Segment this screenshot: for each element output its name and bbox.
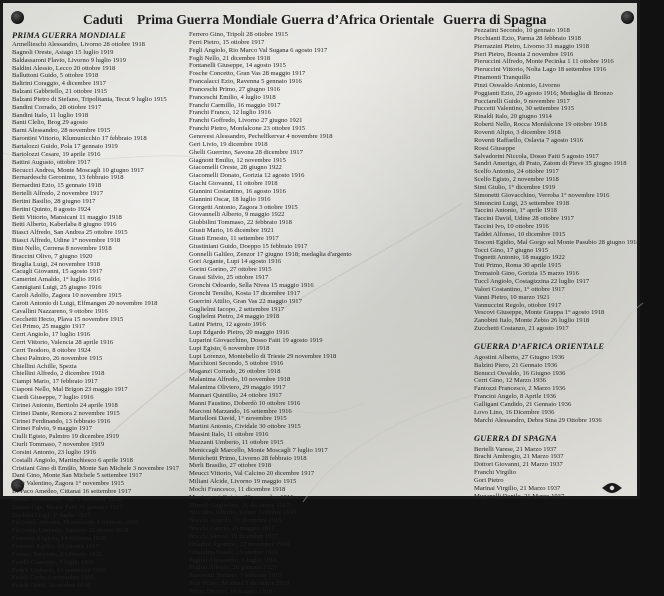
name-entry: Giagnoni Emilio, 12 novembre 1915 xyxy=(189,156,286,164)
name-entry: Lupi Edgardo Pietro, 20 maggio 1916 xyxy=(189,329,289,337)
name-entry: Faccenda Umberto, Jamiano 21 marzo 1918 xyxy=(12,527,129,535)
name-entry: Vanni Pietro, 10 marzo 1921 xyxy=(474,293,550,301)
name-entry: Rossi Giuseppe xyxy=(474,144,516,152)
name-entry: Corsini Antonio, 23 luglio 1916 xyxy=(12,448,97,456)
name-entry: Nocchi Varese, 10 dicembre 1917 xyxy=(189,533,279,540)
name-entry: Taccini Ivo, 10 ottobre 1916 xyxy=(474,223,549,231)
name-entry: Costalli Angiolo, Martinchiesco 6 aprile 1918 xyxy=(12,456,133,464)
name-entry: Franchi Pietro, Monfalcone 23 ottobre 1915 xyxy=(189,125,306,133)
name-entry: Balzani Pietro di Stefano, Tripolitania, Tecut 9 luglio 1915 xyxy=(12,95,167,103)
name-entry: Meucci Vittorio, Val Calcino 20 dicembre 1917 xyxy=(189,470,315,478)
name-entry: Bini Nello, Cerrena 8 novembre 1918 xyxy=(12,244,112,252)
name-entry: Pierrazzini Pietro, Livorno 31 maggio 1918 xyxy=(474,42,590,50)
name-entry: Fosche Concetto, Gran Vas 28 maggio 1917 xyxy=(189,70,306,78)
name-entry: Orlandini Natale, 29 ottobre 1918 xyxy=(189,548,279,556)
name-entry: Francini Angelo, 8 Aprile 1936 xyxy=(474,393,557,401)
name-entry: Braglia Luigi, 24 novembre 1918 xyxy=(12,260,101,268)
name-entry: Pieruccini Vittorio, Nolta Lago 18 settembre 1916 xyxy=(474,66,607,74)
name-entry: Ciaponi Nello, Mal Brigon 23 maggio 1917 xyxy=(12,386,128,394)
name-entry: Valori Costantino, 1° ottobre 1917 xyxy=(474,285,565,293)
name-entry: Tesconi Egidio, Mal Gorgo sul Monte Pasubio 28 giugno 1918 xyxy=(474,238,640,246)
name-entry: Cacugli Giovanni, 15 agosto 1917 xyxy=(12,268,103,276)
name-entry: Vescovi Giuseppe, Monte Grappa 1° agosto 1918 xyxy=(474,309,605,317)
column-prima-guerra-3 xyxy=(474,27,664,500)
name-entry: Giorgetti Antonio, Zagora 3 ottobre 1915 xyxy=(189,203,298,211)
name-entry: Orladini Agostino, 22 novembre 1918 xyxy=(189,540,290,548)
name-entry: Betti Vittorio, Mansicani 11 maggio 1918 xyxy=(12,213,122,221)
name-entry: Favilli Giuseppe, 9 luglio 1916 xyxy=(12,558,95,566)
name-entry: Battini Augusto, ottobre 1917 xyxy=(12,158,91,166)
name-entry: Massini Italo, 11 ottobre 1916 xyxy=(189,431,269,439)
name-entry: Balzani Gabbriello, 21 ottobre 1915 xyxy=(12,88,108,96)
name-entry: Baltrini Coraggio, 4 dicembre 1917 xyxy=(12,80,106,88)
name-entry: Bernardini Ezio, 15 gennaio 1918 xyxy=(12,182,102,190)
name-entry: Cei Primo, 25 maggio 1917 xyxy=(12,323,86,331)
name-entry: Scelfo Antonio, 24 ottobre 1917 xyxy=(474,168,559,176)
name-entry: Donati Alessandro, Asti 6 dicembre 1918 xyxy=(12,495,121,503)
name-entry: Farnesi Torquato, 2 febbraio 1922 xyxy=(12,550,102,558)
name-entry: Geri Livio, 19 dicembre 1918 xyxy=(189,140,268,148)
name-entry: Gorini Gorino, 27 ottobre 1915 xyxy=(189,266,272,274)
name-entry: Menichetti Primo, Livorno 28 febbraio 1918 xyxy=(189,454,307,462)
name-entry: Marinai Virgilio, 21 Marzo 1937 xyxy=(474,484,561,492)
name-entry: Giusti Ernesto, 11 settembre 1917 xyxy=(189,234,279,242)
name-entry: Armellieschi Alessandro, Livorno 28 ottobre 1918 xyxy=(12,41,145,48)
name-entry: Donati Ugo, Monte Faiti 31 gennaio 1917 xyxy=(12,503,123,511)
name-entry: Cerri Gino, 12 Marzo 1936 xyxy=(474,377,546,385)
name-entry: Maganzi Corrado, 26 ottobre 1918 xyxy=(189,368,281,376)
name-entry: Fogli Nello, 21 dicembre 1918 xyxy=(189,54,271,62)
name-entry: Fantozzi Egidio, 10 ottobre 1917 xyxy=(12,543,99,550)
name-entry: Giacomelli Donato, Gorizia 12 agosto 1916 xyxy=(189,172,305,180)
name-entry: Ghelli Guerrino, Savona 28 dicembre 1917 xyxy=(189,148,303,156)
name-entry: Bertelli Alfredo, 2 novembre 1917 xyxy=(12,190,104,198)
name-entry: Mochi Francesco, 11 dicembre 1918 xyxy=(189,485,286,493)
name-entry: Barontini Vittorio, Klumunicchio 17 febbraio 1918 xyxy=(12,135,147,143)
section-title-prima-guerra: PRIMA GUERRA MONDIALE xyxy=(12,31,127,40)
name-entry: Di Paco Amedeo, Cittanai 16 settembre 1917 xyxy=(12,488,132,496)
name-entry: Rinaldi Italo, 20 giugno 1914 xyxy=(474,113,552,121)
name-entry: Cerri Vittorio, Valencia 28 aprile 1916 xyxy=(12,339,114,347)
name-entry: Taccini Antonio, 1° aprile 1918 xyxy=(474,207,557,215)
name-entry: Lupi Egisto, 6 novembre 1918 xyxy=(189,344,270,352)
name-entry: Morelli Guglielmo, 26 dicembre 1917 xyxy=(189,501,290,509)
name-entry: Fedeli Carlo, 6 novembre 1915 xyxy=(12,574,95,582)
header-prima-guerra: Prima Guerra Mondiale xyxy=(137,12,278,27)
name-entry: Montagnani Quinto, 29 novembre 1916 xyxy=(189,493,294,501)
name-entry: Franchi Franco, 12 luglio 1916 xyxy=(189,109,271,117)
name-entry: Caroti Antonio di Luigi, Elfmangen 20 novembre 1918 xyxy=(12,299,158,307)
name-entry: Pagliai Alfredo, 26 gennaio 1923 xyxy=(189,564,277,572)
name-entry: Perini Ottavio, 10 maggio 1918 xyxy=(189,587,273,595)
name-entry: Chiellini Alfredo, 2 dicembre 1918 xyxy=(12,370,105,378)
name-entry: Roventi Alipio, 3 dicembre 1918 xyxy=(474,128,561,136)
name-entry: Simoncini Luigi, 23 settembre 1918 xyxy=(474,199,570,207)
name-entry: Pezzatini Secondo, 10 gennaio 1918 xyxy=(474,27,570,34)
name-entry: Cirinei Dante, Remora 2 novembre 1915 xyxy=(12,409,120,417)
name-entry: Dottori Giovanni, 21 Marzo 1937 xyxy=(474,461,563,469)
name-entry: Pieri Pietro, Bosnia 2 novembre 1916 xyxy=(474,50,574,58)
name-entry: Gori Argante, Lupi 14 agosto 1916 xyxy=(189,258,282,266)
header-africa: Guerra d’Africa Orientale xyxy=(281,12,434,27)
name-entry: Franceschi Emilio, 4 luglio 1918 xyxy=(189,93,276,101)
name-entry: Malanima Oliviero, 29 maggio 1917 xyxy=(189,383,286,391)
name-entry: Camerini Arnaldo, 1° luglio 1916 xyxy=(12,276,101,284)
name-entry: Nocchi Angiolo, 11 dicembre 1915 xyxy=(189,517,282,525)
name-entry: Guglielmi Pietro, 24 maggio 1918 xyxy=(189,313,280,321)
name-entry: Marchi Alessandro, Debra Sina 29 Ottobre 1936 xyxy=(474,416,602,424)
name-entry: Tognetti Antonio, 18 maggio 1922 xyxy=(474,254,565,262)
name-entry: Pieruccini Alfredo, Monte Pecinka 1 11 ottobre 1916 xyxy=(474,58,614,66)
name-entry: Picchianti Ezio, Parma 28 febbraio 1918 xyxy=(474,34,581,42)
name-entry: Fantozzi Angiolo, 14 febbraio 1920 xyxy=(12,535,106,543)
name-entry: Dani Gino, Monte San Michele 5 settembre 1917 xyxy=(12,472,143,480)
name-entry: Bernardeschi Geronimo, 13 febbraio 1918 xyxy=(12,174,124,182)
name-entry: Bartolozzi Cesare, 19 aprile 1916 xyxy=(12,150,101,158)
name-entry: Giachi Giovanni, 11 ottobre 1918 xyxy=(189,180,278,188)
name-entry: Brachi Ambrogio, 21 Marzo 1937 xyxy=(474,453,564,461)
name-entry: Ferri Pietro, 15 ottobre 1917 xyxy=(189,38,265,46)
name-entry: Tremaioli Gino, Gorizia 15 marzo 1916 xyxy=(474,270,579,278)
name-entry: Guglielmi Iacopo, 2 settembre 1917 xyxy=(189,305,285,313)
name-entry: Benucci Osvaldo, 16 Giugno 1936 xyxy=(474,369,566,377)
name-entry: Passerotti Stefano, 5 febbraio 1915 xyxy=(189,572,282,580)
name-entry: Roberti Nello, Rocca Monfalcone 19 ottobre 1918 xyxy=(474,121,607,129)
name-entry: Lupi Lorenzo, Montebello di Trieste 29 novembre 1918 xyxy=(189,352,337,360)
name-entry: Cirinei Ferdinando, 13 febbraio 1916 xyxy=(12,417,111,425)
name-entry: Mazzanti Umberto, 11 ottobre 1915 xyxy=(189,438,284,446)
name-entry: Tocci Gino, 17 giugno 1915 xyxy=(474,246,549,254)
name-entry: Poggianti Ezio, 29 agosto 1916; Medaglia di Bronzo xyxy=(474,89,613,97)
name-entry: Braccini Olivo, 7 giugno 1920 xyxy=(12,252,93,260)
name-entry: Cecchetti Hecto, Plava 15 novembre 1915 xyxy=(12,315,124,323)
name-entry: Cannigiani Luigi, 25 giugno 1916 xyxy=(12,284,102,292)
column-prima-guerra-1 xyxy=(12,31,182,590)
header-caduti: Caduti xyxy=(83,12,123,27)
name-entry: Vannuccini Regolo, ottobre 1917 xyxy=(474,301,562,309)
name-entry: Balluttoni Guido, 5 ottobre 1918 xyxy=(12,72,99,80)
name-entry: Macchioni Secondo, 5 ottobre 1916 xyxy=(189,360,284,368)
name-entry: Guerrini Attilio, Gran Vas 22 maggio 1917 xyxy=(189,297,302,305)
section-title-africa: GUERRA D’AFRICA ORIENTALE xyxy=(474,341,605,351)
name-entry: Faccenda Antonio, Monfalcone 5 febbraio 1918 xyxy=(12,519,139,527)
name-entry: Dani Valentino, Zagora 1° novembre 1915 xyxy=(12,480,125,488)
name-entry: Franceschi Primo, 27 giugno 1916 xyxy=(189,85,281,93)
name-entry: Pagliai Alessandro, 6 luglio 1916 xyxy=(189,556,277,564)
name-entry: Agostini Alberto, 27 Giugno 1936 xyxy=(474,353,565,361)
name-entry: Galligani Candido, 21 Gennaio 1936 xyxy=(474,400,572,408)
name-entry: Bartalozzi Guido, Pola 17 gennaio 1919 xyxy=(12,142,118,150)
name-entry: Gronchi Tersilio, Kosta 17 dicembre 1917 xyxy=(189,289,301,297)
name-entry: Zanobini Italo, Monte Zebio 26 luglio 1918 xyxy=(474,317,590,325)
name-entry: Roventi Raffaello, Oslavia 7 agosto 1916 xyxy=(474,136,584,144)
name-entry: Giannini Costantino, 16 agosto 1916 xyxy=(189,187,286,195)
name-entry: Banti Clelio, Brog 29 agosto xyxy=(12,119,88,127)
name-entry: Fedeli Umberto, 13 settembre 1916 xyxy=(12,566,106,574)
name-entry: Lovo Lino, 16 Dicembre 1936 xyxy=(474,408,555,416)
name-entry: Sandri Amerigo, di Prato, Zatom di Pieve 35 giugno 1918 xyxy=(474,160,627,168)
name-entry: Latini Pietro, 12 agosto 1916 xyxy=(189,321,266,329)
name-entry: Miliani Alcide, Livorno 19 maggio 1915 xyxy=(189,478,297,486)
name-entry: Giubbilini Tommaso, 22 febbraio 1918 xyxy=(189,219,292,227)
name-entry: Gori Pietro xyxy=(474,476,504,484)
name-entry: Niccolini Vittorio, Torino 3 ottobre 1915 xyxy=(189,509,297,517)
name-entry: Giustiniani Guido, Doeppo 15 febbraio 1917 xyxy=(189,242,308,250)
name-entry: Franchi Goffredo, Livorno 27 giugno 1921 xyxy=(189,117,303,125)
name-entry: Simonetti Giovacchino, Verroba 1° novembre 1916 xyxy=(474,191,610,199)
name-entry: Muganelli Danilo, 21 Marzo 1937 xyxy=(474,492,565,500)
name-entry: Pepi Primo, Modena 5 dicembre 1918 xyxy=(189,580,290,588)
name-entry: Grassi Silvio, 25 ottobre 1917 xyxy=(189,274,269,282)
column-prima-guerra-2 xyxy=(189,31,373,596)
name-entry: Giacomelli Oreste, 28 giugno 1922 xyxy=(189,164,282,172)
name-entry: Biasci Alfredo, Udine 1° novembre 1918 xyxy=(12,237,121,245)
name-entry: Genovesi Alessandro, Pechelfkervar 4 novembre 1918 xyxy=(189,132,333,140)
name-entry: Zucchetti Costanzo, 21 agosto 1917 xyxy=(474,325,569,333)
name-entry: Ciampi Mario, 17 febbraio 1917 xyxy=(12,378,98,386)
name-entry: Bandini Corrado, 28 ottobre 1917 xyxy=(12,103,102,111)
name-entry: Puccetti Valentino, 30 settembre 1915 xyxy=(474,105,575,113)
name-entry: Fontanelli Giuseppe, 14 agosto 1915 xyxy=(189,62,286,70)
name-entry: Bagnoli Oreste, Asiago 15 luglio 1919 xyxy=(12,48,114,56)
name-entry: Cerri Teodoro, 8 ottobre 1924 xyxy=(12,346,91,354)
name-entry: Becucci Andrea, Monte Moscagli 10 giugno 1917 xyxy=(12,166,144,174)
name-entry: Pucciarelli Guido, 9 novembre 1917 xyxy=(474,97,570,105)
name-entry: Taccini David, Udine 28 ottobre 1917 xyxy=(474,215,574,223)
name-entry: Chesi Palmiro, 26 novembre 1915 xyxy=(12,354,103,362)
name-entry: Giannini Oscar, 18 luglio 1916 xyxy=(189,195,271,203)
name-entry: Tuccl Angiolo, Costagizzina 22 luglio 1917 xyxy=(474,278,590,285)
name-entry: Bertini Basilio, 28 giugno 1917 xyxy=(12,197,96,205)
name-entry: Fedeli Olivo, 30 ottobre 1918 xyxy=(12,582,91,590)
name-entry: Bertelli Varese, 21 Marzo 1937 xyxy=(474,445,557,453)
name-entry: Simi Giulio, 1° dicembre 1919 xyxy=(474,183,556,191)
header-spagna: Guerra di Spagna xyxy=(443,12,547,27)
name-entry: Fantozzi Francesco, 2 Marzo 1936 xyxy=(474,385,566,393)
section-title-spagna: GUERRA DI SPAGNA xyxy=(474,433,558,443)
name-entry: Cirinei Antonio, Bertiolo 24 aprile 1918 xyxy=(12,401,118,409)
name-entry: Bertini Quinto, 8 agosto 1924 xyxy=(12,205,91,213)
name-entry: Bandini Italo, 11 luglio 1918 xyxy=(12,111,89,119)
name-entry: Mannari Quintilio, 24 ottobre 1917 xyxy=(189,391,282,399)
name-entry: Cavallini Nazzareno, 9 ottobre 1916 xyxy=(12,307,108,315)
name-entry: Giusti Mario, 16 dicembre 1921 xyxy=(189,227,274,235)
name-entry: Barni Alessandro, 28 novembre 1915 xyxy=(12,127,111,135)
name-entry: Ciurli Tommaso, 7 novembre 1919 xyxy=(12,441,105,449)
name-entry: Duchini Luigi, 1° luglio 1917 xyxy=(12,511,91,519)
name-entry: Merli Brasilio, 27 ottobre 1918 xyxy=(189,462,272,470)
name-entry: Ciardi Giuseppe, 7 luglio 1916 xyxy=(12,393,94,401)
name-entry: Pinamonti Tranquillo xyxy=(474,74,531,82)
name-entry: Balzini Piero, 21 Gennaio 1936 xyxy=(474,361,558,369)
name-entry: Gonnelli Galileo, Zenzor 17 giugno 1918; medaglia d'argento xyxy=(189,250,352,258)
name-entry: Franchi Virgilio xyxy=(474,469,517,477)
name-entry: Cerri Angiolo, 17 luglio 1916 xyxy=(12,331,91,339)
name-entry: Ciulli Egisto, Palmiro 19 dicembre 1919 xyxy=(12,433,119,441)
name-entry: Betti Alberto, Kaberlaba 8 giugno 1916 xyxy=(12,221,117,229)
name-entry: Baldassaroni Flavio, Livorno 9 luglio 1919 xyxy=(12,56,126,64)
name-entry: Meniccagli Marcello, Monte Moscagli 7 luglio 1917 xyxy=(189,446,328,454)
name-entry: Martelloni David, 1° novembre 1915 xyxy=(189,415,287,423)
name-entry: Cristiani Gino di Emilio, Monte San Michele 3 novembre 1917 xyxy=(12,464,180,472)
name-entry: Baldini Alessio, Lecco 20 ottobre 1918 xyxy=(12,64,116,72)
name-entry: Malanima Alfredo, 10 novembre 1918 xyxy=(189,376,291,384)
name-entry: Franchi Carmillo, 16 maggio 1917 xyxy=(189,101,281,109)
name-entry: Cirinei Fulvio, 9 maggio 1917 xyxy=(12,425,93,433)
name-entry: Scelfo Egisto, 2 novembre 1918 xyxy=(474,176,559,184)
name-entry: Giovannelli Alberto, 9 maggio 1922 xyxy=(189,211,285,219)
name-entry: Toti Primo, Roma 30 aprile 1915 xyxy=(474,262,562,270)
name-entry: Caroli Adolfo, Zagora 10 novembre 1915 xyxy=(12,292,122,299)
name-entry: Gronchi Odoardo, Sella Nivea 15 maggio 1916 xyxy=(189,282,314,289)
name-entry: Fegli Angiolo, Rio Marco Val Sugana 6 agosto 1917 xyxy=(189,46,328,54)
name-entry: Nocchi Canzio, 26 maggio 1917 xyxy=(189,525,275,533)
name-entry: Ferrero Gino, Tripoli 28 ottobre 1915 xyxy=(189,31,288,38)
name-entry: Taddei Alfonso, 10 dicembre 1915 xyxy=(474,230,566,238)
name-entry: Francalacci Ezio, Ravenna 5 gennaio 1916 xyxy=(189,78,302,86)
name-entry: Marconi Marzando, 16 settembre 1916 xyxy=(189,407,292,415)
name-entry: Salvadorini Niccola, Dosso Faiti 5 agosto 1917 xyxy=(474,152,599,160)
name-entry: Manni Faustino, Doberdò 10 ottobre 1916 xyxy=(189,399,301,407)
name-entry: Luparini Giovacchino, Dosso Faiti 19 agosto 1919 xyxy=(189,336,323,344)
name-entry: Martini Antonio, Cividale 30 ottobre 1915 xyxy=(189,423,301,431)
name-entry: Biasci Alfredo, San Andrea 25 ottobre 1915 xyxy=(12,229,128,237)
name-entry: Chiellini Achille, Spezia xyxy=(12,362,77,370)
name-entry: Pinzi Oswaldo Antonio, Livorno xyxy=(474,81,561,89)
